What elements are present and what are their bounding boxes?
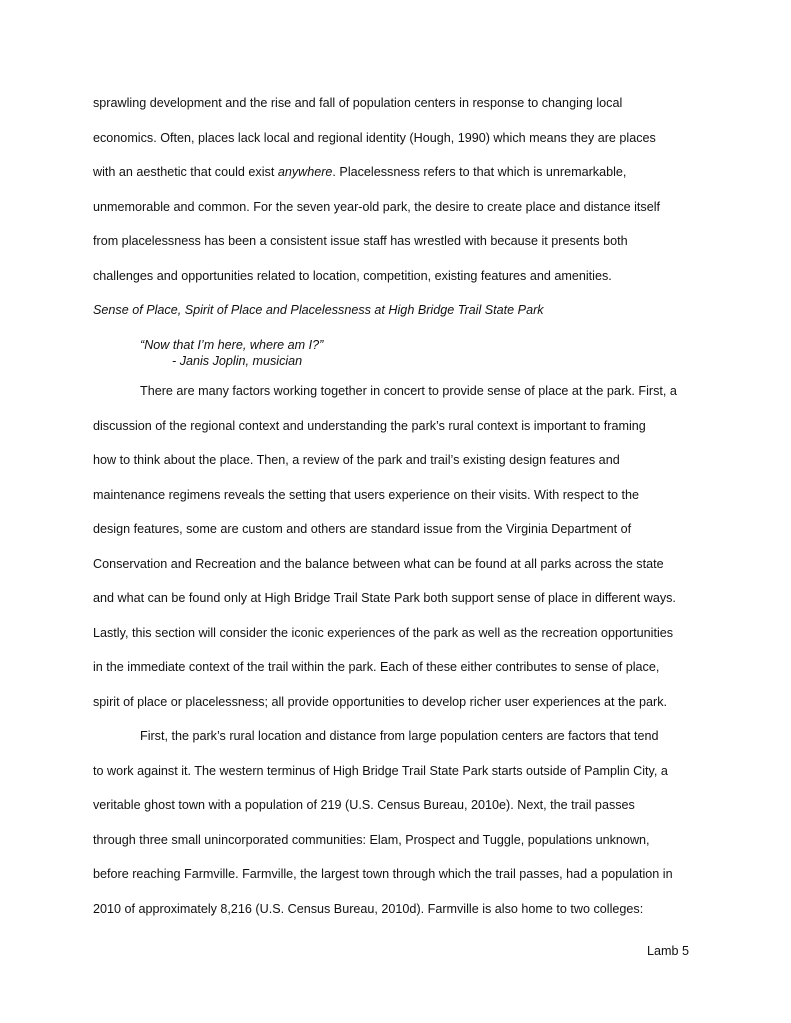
text-line: through three small unincorporated communities: Elam, Prospect and Tuggle, populations unknown, [93, 833, 650, 847]
text-line [93, 164, 626, 180]
section-heading: Sense of Place, Spirit of Place and Placelessness at High Bridge Trail State Park [93, 303, 544, 317]
text-line: sprawling development and the rise and fall of population centers in response to changing local [93, 96, 623, 110]
text-line: maintenance regimens reveals the setting that users experience on their visits. With respect to the [93, 488, 640, 502]
text-line: from placelessness has been a consistent issue staff has wrestled with because it presents both [93, 234, 628, 248]
emphasis-text: anywhere [277, 165, 333, 179]
text-line: First, the park’s rural location and distance from large population centers are factors that tend [140, 729, 659, 743]
text-line: how to think about the place. Then, a review of the park and trail’s existing design features and [93, 453, 620, 467]
text-run: . Placelessness refers to that which is unremarkable, [332, 165, 627, 179]
text-line: economics. Often, places lack local and regional identity (Hough, 1990) which means they are places [93, 131, 656, 145]
text-line: and what can be found only at High Bridge Trail State Park both support sense of place in different ways. [93, 591, 676, 605]
text-line: spirit of place or placelessness; all provide opportunities to develop richer user experiences at the park. [93, 695, 668, 709]
text-line: unmemorable and common. For the seven year-old park, the desire to create place and distance itself [93, 200, 661, 214]
epigraph-quote: “Now that I’m here, where am I?” [140, 338, 324, 352]
text-line: There are many factors working together in concert to provide sense of place at the park. First, a [140, 384, 677, 398]
text-line: veritable ghost town with a population of 219 (U.S. Census Bureau, 2010e). Next, the trail passes [93, 798, 635, 812]
text-run: with an aesthetic that could exist [93, 165, 278, 179]
text-line: Conservation and Recreation and the balance between what can be found at all parks across the state [93, 557, 664, 571]
text-line: design features, some are custom and others are standard issue from the Virginia Department of [93, 522, 632, 536]
text-line: before reaching Farmville. Farmville, the largest town through which the trail passes, had a population in [93, 867, 673, 881]
text-line: Lastly, this section will consider the iconic experiences of the park as well as the recreation opportunities [93, 626, 674, 640]
text-line: discussion of the regional context and understanding the park’s rural context is important to framing [93, 419, 646, 433]
text-line: to work against it. The western terminus of High Bridge Trail State Park starts outside of Pamplin City, a [93, 764, 668, 778]
text-line: in the immediate context of the trail within the park. Each of these either contributes to sense of place, [93, 660, 660, 674]
text-line: 2010 of approximately 8,216 (U.S. Census Bureau, 2010d). Farmville is also home to two colleges: [93, 902, 644, 916]
text-line: challenges and opportunities related to location, competition, existing features and amenities. [93, 269, 612, 283]
epigraph-attribution: - Janis Joplin, musician [172, 354, 303, 368]
page-number: Lamb 5 [647, 944, 690, 958]
